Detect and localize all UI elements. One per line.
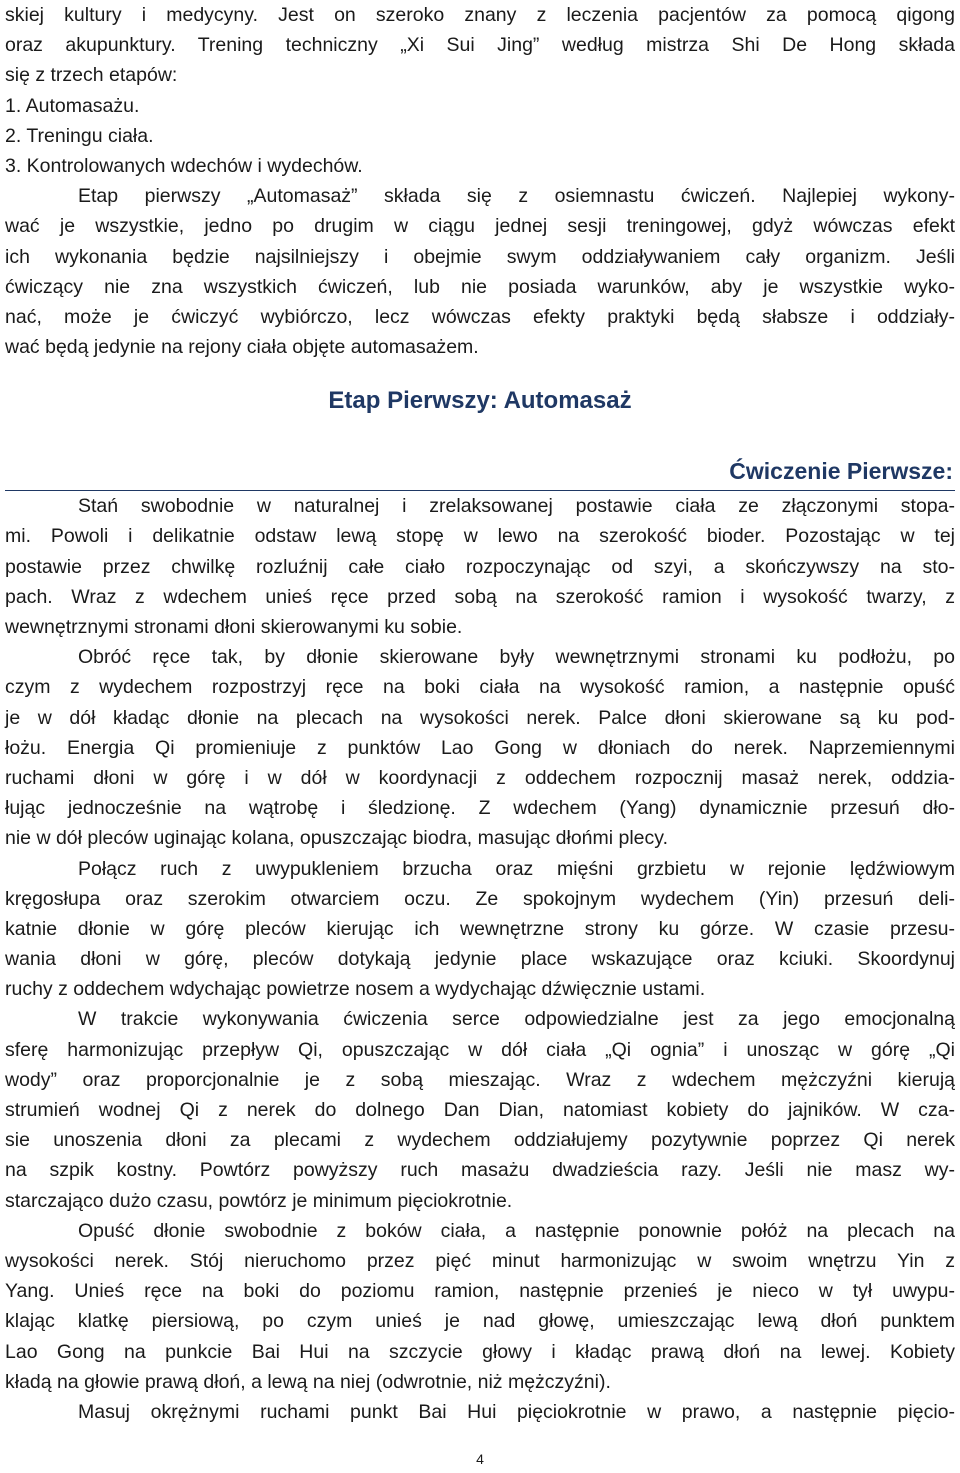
page-number: 4	[476, 1451, 484, 1467]
exercise-heading-rule	[5, 456, 955, 491]
text-line: oraz akupunktury. Trening techniczny „Xi Sui Jing” według mistrza Shi De Hong składa	[5, 34, 955, 57]
text-line: Stań swobodnie w naturalnej i zrelaksowanej postawie ciała ze złączonymi stopa-	[78, 495, 955, 518]
text-line: klając klatkę piersiową, po czym unieś je nad głowę, umieszczając lewą dłoń punktem	[5, 1310, 955, 1333]
text-line: strumień wodnej Qi z nerek do dolnego Dan Dian, natomiast kobiety do jajników. W cza-	[5, 1099, 955, 1121]
text-line: Etap pierwszy „Automasaż” składa się z osiemnastu ćwiczeń. Najlepiej wykony-	[78, 185, 955, 208]
text-line: Połącz ruch z uwypukleniem brzucha oraz mięśni grzbietu w rejonie lędźwiowym	[78, 857, 955, 880]
list-item: 1. Automasażu.	[5, 94, 140, 117]
text-line: ruchami dłoni w górę i w dół w koordynacji z oddechem rozpocznij masaż nerek, oddzia-	[5, 766, 955, 789]
text-line: wewnętrznymi stronami dłoni skierowanymi ku sobie.	[5, 616, 463, 638]
text-line: łożu. Energia Qi promieniuje z punktów Lao Gong w dłoniach do nerek. Naprzemiennymi	[5, 736, 955, 759]
text-line: wysokości nerek. Stój nieruchomo przez pięć minut harmonizując w swoim wnętrzu Yin z	[5, 1249, 955, 1272]
text-line: się z trzech etapów:	[5, 64, 178, 87]
text-line: Lao Gong na punkcie Bai Hui na szczycie głowy i kładąc prawą dłoń na lewej. Kobiety	[5, 1340, 955, 1363]
text-line: skiej kultury i medycyny. Jest on szeroko znany z leczenia pacjentów za pomocą qigong	[5, 4, 955, 26]
text-line: Obróć ręce tak, by dłonie skierowane były wewnętrznymi stronami ku podłożu, po	[78, 646, 955, 669]
text-line: ćwiczący nie zna wszystkich ćwiczeń, lub nie posiada warunków, aby je wszystkie wyko-	[5, 275, 955, 298]
text-line: na szpik kostny. Powtórz powyższy ruch masażu dwadzieścia razy. Jeśli nie masz wy-	[5, 1159, 955, 1182]
text-line: ich wykonania będzie najsilniejszy i obejmie swym oddziaływaniem cały organizm. Jeśli	[5, 245, 955, 268]
text-line: katnie dłonie w górę pleców kierując ich wewnętrzne strony ku górze. W czasie przesu-	[5, 917, 955, 940]
list-item: 2. Treningu ciała.	[5, 124, 154, 147]
text-line: kładą na głowie prawą dłoń, a lewą na niej (odwrotnie, niż mężczyźni).	[5, 1370, 611, 1393]
text-line: starczająco dużo czasu, powtórz je minimum pięciokrotnie.	[5, 1189, 513, 1212]
text-line: pach. Wraz z wdechem unieś ręce przed sobą na szerokość ramion i wysokość twarzy, z	[5, 585, 955, 608]
text-line: postawie przez chwilkę rozluźnij całe ciało rozpoczynając od szyi, a skończywszy na sto-	[5, 555, 955, 578]
text-line: W trakcie wykonywania ćwiczenia serce odpowiedzialne jest za jego emocjonalną	[78, 1008, 955, 1031]
text-line: nać, może je ćwiczyć wybiórczo, lecz wówczas efekty praktyki będą słabsze i oddziały-	[5, 305, 955, 328]
section-title: Etap Pierwszy: Automasaż	[328, 387, 632, 415]
exercise-body	[5, 491, 955, 1427]
intro-paragraph	[5, 0, 955, 362]
text-line: wać je wszystkie, jedno po drugim w ciągu jednej sesji treningowej, gdyż wówczas efekt	[5, 215, 955, 238]
text-line: mi. Powoli i delikatnie odstaw lewą stopę w lewo na szerokość bioder. Pozostając w tej	[5, 525, 955, 548]
text-line: wania dłoni w górę, pleców dotykają jedynie place wskazujące oraz kciuki. Skoordynuj	[5, 948, 955, 971]
text-line: wać będą jedynie na rejony ciała objęte automasażem.	[5, 336, 479, 359]
text-line: Opuść dłonie swobodnie z boków ciała, a następnie ponownie połóż na plecach na	[78, 1219, 955, 1242]
text-line: je w dół kładąc dłonie na plecach na wysokości nerek. Palce dłoni skierowane są ku pod-	[5, 706, 955, 729]
text-line: wody” oraz proporcjonalnie je z sobą mieszając. Wraz z wdechem mężczyźni kierują	[5, 1068, 955, 1091]
text-line: Masuj okrężnymi ruchami punkt Bai Hui pięciokrotnie w prawo, a następnie pięcio-	[78, 1400, 955, 1423]
text-line: ruchy z oddechem wdychając powietrze nosem a wydychając dźwięcznie ustami.	[5, 978, 706, 1001]
list-item: 3. Kontrolowanych wdechów i wydechów.	[5, 154, 363, 177]
exercise-title: Ćwiczenie Pierwsze:	[729, 458, 953, 485]
document-page	[5, 0, 955, 1427]
text-line: Yang. Unieś ręce na boki do poziomu ramion, następnie przenieś je nieco w tył uwypu-	[5, 1280, 955, 1303]
text-line: sie unoszenia dłoni za plecami z wydechem oddziałujemy pozytywnie poprzez Qi nerek	[5, 1129, 955, 1152]
text-line: sferę harmonizując przepływ Qi, opuszczając w dół ciała „Qi ognia” i unosząc w górę „Qi	[5, 1038, 955, 1061]
text-line: nie w dół pleców uginając kolana, opuszczając biodra, masując dłońmi plecy.	[5, 827, 668, 850]
text-line: łując jednocześnie na wątrobę i śledzionę. Z wdechem (Yang) dynamicznie przesuń dło-	[5, 797, 955, 820]
text-line: kręgosłupa oraz szerokim otwarciem oczu. Ze spokojnym wydechem (Yin) przesuń deli-	[5, 887, 955, 910]
text-line: czym z wydechem rozpostrzyj ręce na boki ciała na wysokość ramion, a następnie opuść	[5, 676, 955, 699]
